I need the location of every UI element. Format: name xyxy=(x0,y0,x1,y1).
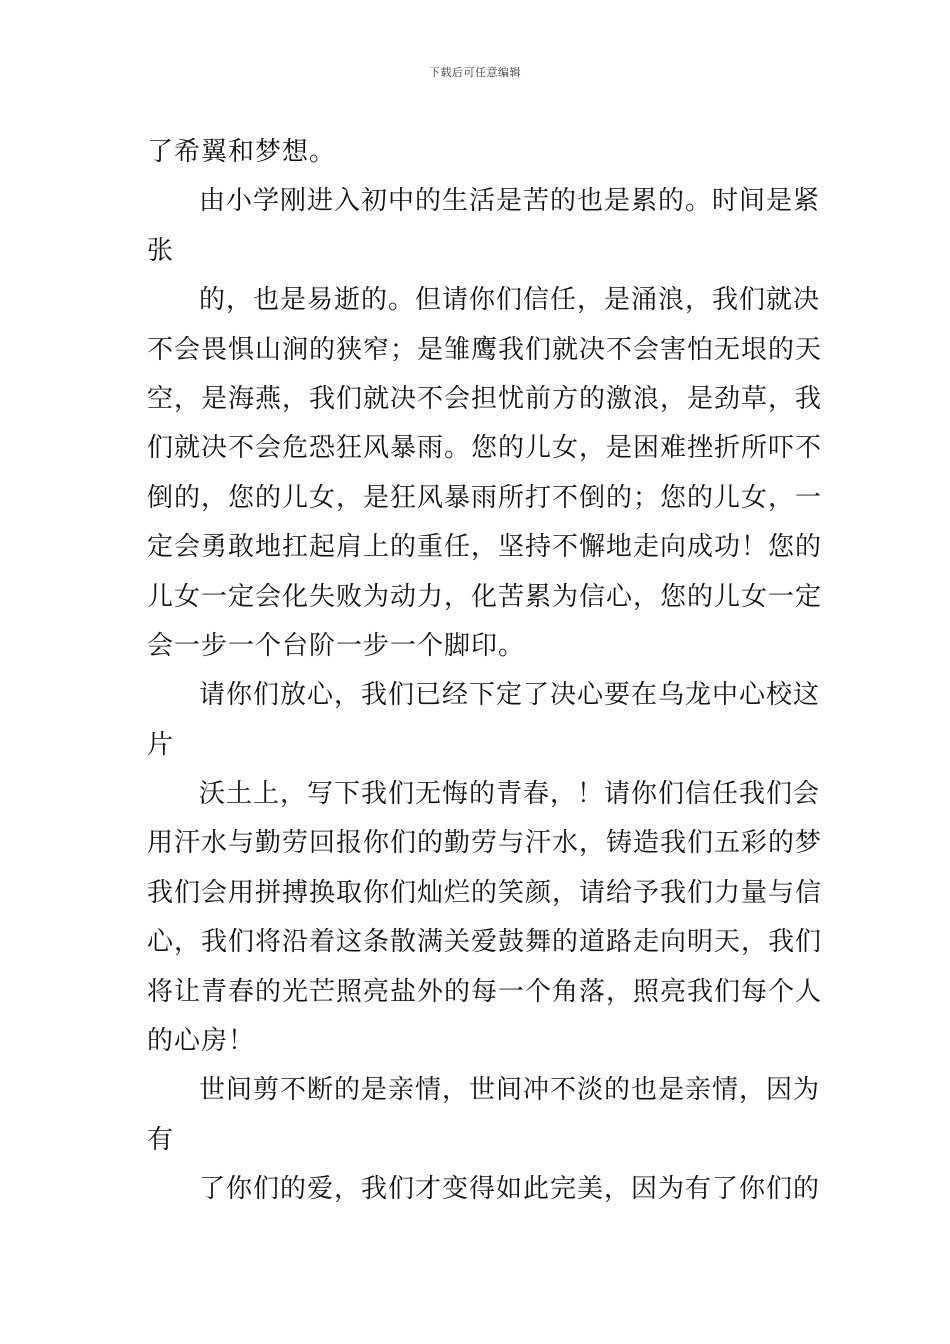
text-line: 倒的，您的儿女，是狂风暴雨所打不倒的；您的儿女，一 xyxy=(147,482,823,513)
text-line: 我们会用拼搏换取你们灿烂的笑颜，请给予我们力量与信 xyxy=(147,877,823,908)
text-line: 定会勇敢地扛起肩上的重任，坚持不懈地走向成功！您的 xyxy=(147,532,823,563)
text-line: 将让青春的光芒照亮盐外的每一个角落，照亮我们每个人 xyxy=(147,976,823,1007)
text-line: 了希翼和梦想。 xyxy=(147,137,337,167)
text-line: 们就决不会危恐狂风暴雨。您的儿女，是困难挫折所吓不 xyxy=(147,433,823,464)
text-line: 会一步一个台阶一步一个脚印。 xyxy=(147,630,526,661)
text-line: 由小学刚进入初中的生活是苦的也是累的。时间是紧 xyxy=(199,186,821,217)
text-line: 世间剪不断的是亲情，世间冲不淡的也是亲情，因为 xyxy=(199,1075,821,1106)
body-text xyxy=(147,128,823,1215)
text-line: 有 xyxy=(147,1124,175,1155)
text-line: 片 xyxy=(147,729,175,760)
text-line: 心，我们将沿着这条散满关爱鼓舞的道路走向明天，我们 xyxy=(147,927,823,958)
text-line: 了你们的爱，我们才变得如此完美，因为有了你们的 xyxy=(199,1174,821,1205)
text-line: 张 xyxy=(147,235,175,266)
text-line: 沃土上，写下我们无悔的青春，！请你们信任我们会 xyxy=(199,779,821,810)
text-line: 空，是海燕，我们就决不会担忧前方的激浪，是劲草，我 xyxy=(147,383,823,414)
page-header: 下载后可任意编辑 xyxy=(429,66,521,79)
text-line: 用汗水与勤劳回报你们的勤劳与汗水，铸造我们五彩的梦 xyxy=(147,828,823,859)
text-line: 儿女一定会化失败为动力，化苦累为信心，您的儿女一定 xyxy=(147,581,823,612)
text-line: 请你们放心，我们已经下定了决心要在乌龙中心校这 xyxy=(199,680,821,711)
text-line: 的心房！ xyxy=(147,1026,256,1057)
text-line: 不会畏惧山涧的狭窄；是雏鹰我们就决不会害怕无垠的天 xyxy=(147,334,823,365)
text-line: 的，也是易逝的。但请你们信任，是涌浪，我们就决 xyxy=(199,285,821,316)
